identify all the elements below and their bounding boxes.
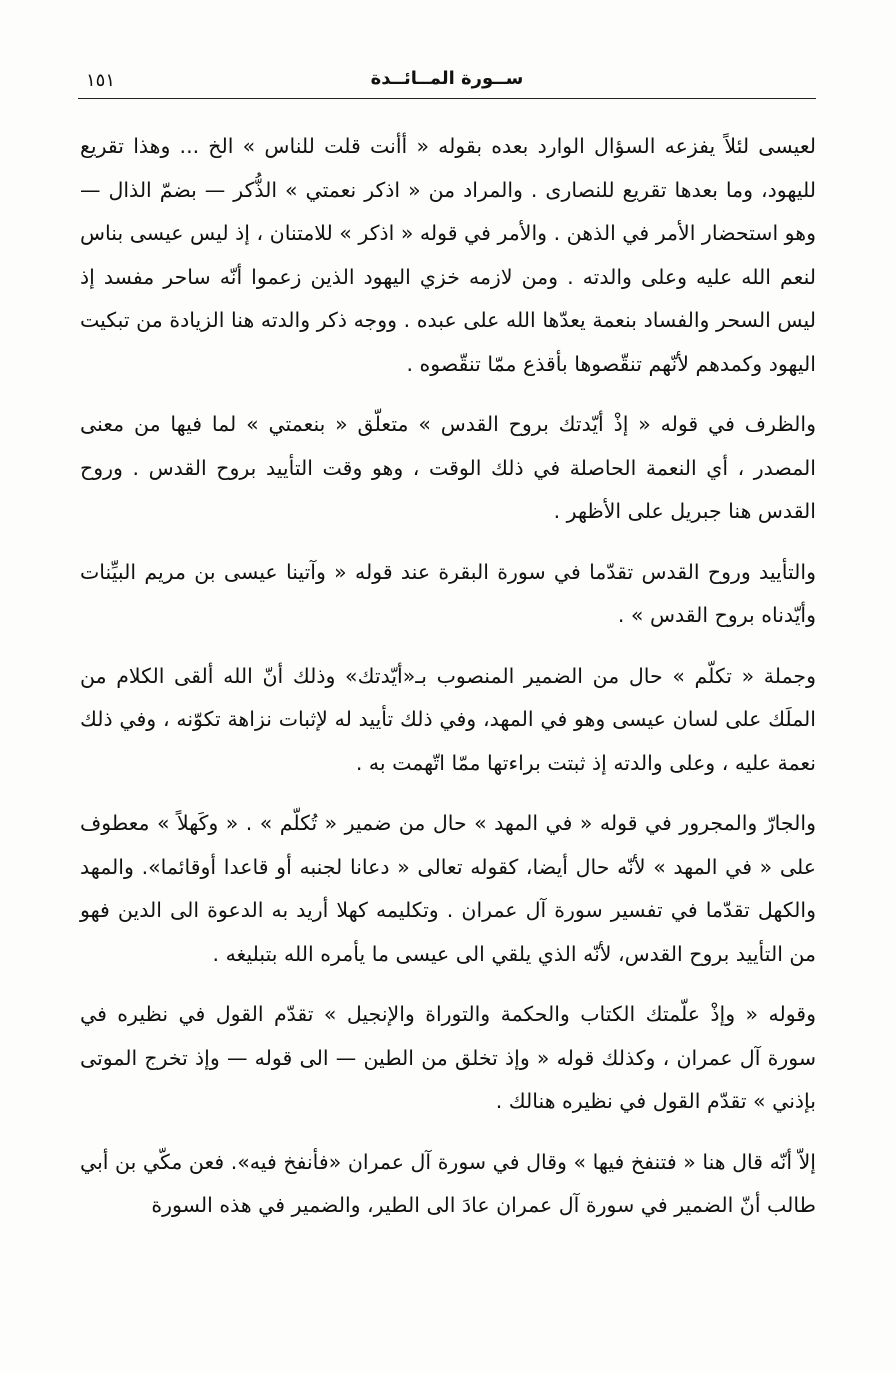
header-rule (78, 98, 816, 99)
page-header (78, 62, 816, 96)
paragraph: والجارّ والمجرور في قوله « في المهد » حال من ضمير « تُكلّم » . « وكَهلاً » معطوف على « في المهد » لأنّه حال أيضا، كقوله تعالى « دعانا لجنبه أو قاعدا أوقائما». والمهد والكهل تقدّما في تفسير سورة آل عمران . وتكليمه كهلا أريد به الدعوة الى الدين فهو من التأييد بروح القدس، لأنّه الذي يلقي الى عيسى ما يأمره الله بتبليغه . (80, 811, 816, 966)
paragraph: وقوله « وإذْ علّمتك الكتاب والحكمة والتوراة والإنجيل » تقدّم القول في نظيره في سورة آل عمران ، وكذلك قوله « وإذ تخلق من الطين — الى قوله — وإذ تخرج الموتى بإذني » تقدّم القول في نظيره هنالك . (80, 1002, 816, 1113)
paragraph: إلاّ أنّه قال هنا « فتنفخ فيها » وقال في سورة آل عمران «فأنفخ فيه». فعن مكّي بن أبي طالب أنّ الضمير في سورة آل عمران عادَ الى الطير، والضمير في هذه السورة (80, 1149, 816, 1217)
paragraph: والتأييد وروح القدس تقدّما في سورة البقرة عند قوله « وآتينا عيسى بن مريم البيِّنات وأيّدناه بروح القدس » . (80, 559, 816, 627)
paragraph: لعيسى لئلاً يفزعه السؤال الوارد بعده بقوله « أأنت قلت للناس » الخ ... وهذا تقريع لليهود، وما بعدها تقريع للنصارى . والمراد من « اذكر نعمتي » الذُّكر — بضمّ الذال — وهو استحضار الأمر في الذهن . والأمر في قوله « اذكر » للامتنان ، إذ ليس عيسى بناس لنعم الله عليه وعلى والدته . ومن لازمه خزي اليهود الذين زعموا أنّه ساحر مفسد إذ ليس السحر والفساد بنعمة يعدّها الله على عبده . ووجه ذكر والدته هنا الزيادة من تبكيت اليهود وكمدهم لأنّهم تنقّصوها بأقذع ممّا تنقّصوه . (80, 134, 816, 376)
page-number: ١٥١ (86, 70, 116, 91)
paragraph: وجملة « تكلّم » حال من الضمير المنصوب بـ«أيّدتك» وذلك أنّ الله ألقى الكلام من الملَك على لسان عيسى وهو في المهد، وفي ذلك تأييد له لإثبات نزاهة تكوّنه ، وفي ذلك نعمة عليه ، وعلى والدته إذ ثبتت براءتها ممّا اتّهمت به . (80, 663, 816, 775)
paragraph: والظرف في قوله « إذْ أيّدتك بروح القدس » متعلّق « بنعمتي » لما فيها من معنى المصدر ، أي النعمة الحاصلة في ذلك الوقت ، وهو وقت التأييد بروح القدس . وروح القدس هنا جبريل على الأظهر . (80, 412, 816, 523)
running-title: ســورة المــائــدة (370, 68, 524, 89)
body-text (80, 125, 816, 1245)
